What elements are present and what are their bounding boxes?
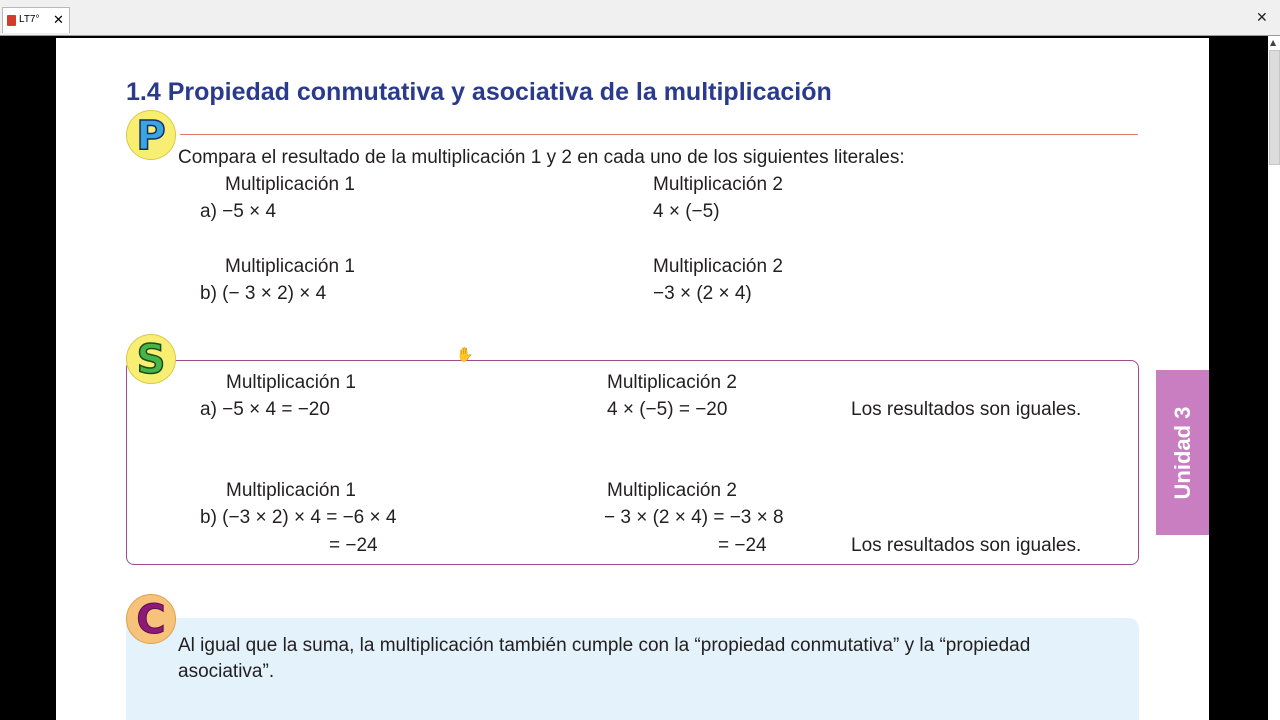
problem-a-expr-1: a) −5 × 4: [200, 201, 277, 222]
page-title: 1.4 Propiedad conmutativa y asociativa de la multiplicación: [126, 78, 832, 106]
unit-side-tab: [1156, 370, 1209, 535]
solution-a-result: Los resultados son iguales.: [851, 399, 1082, 420]
p-badge-letter: P: [136, 113, 166, 159]
problem-a-expr-2: 4 × (−5): [653, 201, 720, 222]
solution-a-label-2: Multiplicación 2: [607, 372, 737, 393]
document-tab-title: LT7°: [19, 14, 40, 25]
problem-rule: [180, 134, 1138, 135]
problem-b-expr-2: −3 × (2 × 4): [653, 283, 752, 304]
unit-label: Unidad 3: [1169, 406, 1195, 499]
pdf-page: [56, 38, 1209, 720]
solution-b-expr-2: − 3 × (2 × 4) = −3 × 8: [604, 507, 784, 528]
viewer-toolbar: [0, 0, 1280, 36]
problem-b-label-2: Multiplicación 2: [653, 256, 783, 277]
scroll-up-arrow-icon[interactable]: ▲: [1270, 38, 1277, 47]
problem-b-expr-1: b) (− 3 × 2) × 4: [200, 283, 327, 304]
problem-a-label-2: Multiplicación 2: [653, 174, 783, 195]
solution-b-label-1: Multiplicación 1: [226, 480, 356, 501]
solution-b-expr-1-result: = −24: [329, 535, 378, 556]
conclusion-line-1: Al igual que la suma, la multiplicación también cumple con la “propiedad conmutativa” y la “propiedad: [178, 635, 1031, 656]
problem-b-label-1: Multiplicación 1: [225, 256, 355, 277]
solution-b-expr-2-result: = −24: [718, 535, 767, 556]
scrollbar-thumb[interactable]: [1269, 50, 1280, 165]
solution-a-expr-1: a) −5 × 4 = −20: [200, 399, 330, 420]
pdf-file-icon: [7, 15, 16, 26]
solution-a-label-1: Multiplicación 1: [226, 372, 356, 393]
problem-instruction: Compara el resultado de la multiplicación 1 y 2 en cada uno de los siguientes literales:: [178, 147, 905, 168]
c-section-badge-icon: [126, 594, 176, 644]
solution-b-expr-1: b) (−3 × 2) × 4 = −6 × 4: [200, 507, 397, 528]
tab-close-icon[interactable]: ✕: [53, 12, 64, 27]
solution-b-result: Los resultados son iguales.: [851, 535, 1082, 556]
conclusion-line-2: asociativa”.: [178, 661, 275, 682]
window-close-icon[interactable]: ✕: [1256, 9, 1268, 25]
problem-a-label-1: Multiplicación 1: [225, 174, 355, 195]
p-section-badge-icon: [126, 110, 176, 160]
solution-a-expr-2: 4 × (−5) = −20: [607, 399, 728, 420]
c-badge-letter: C: [136, 597, 166, 643]
document-tab[interactable]: [2, 7, 70, 33]
s-section-badge-icon: [126, 334, 176, 384]
hand-cursor-icon: ✋: [456, 347, 474, 363]
solution-b-label-2: Multiplicación 2: [607, 480, 737, 501]
s-badge-letter: S: [136, 337, 166, 383]
